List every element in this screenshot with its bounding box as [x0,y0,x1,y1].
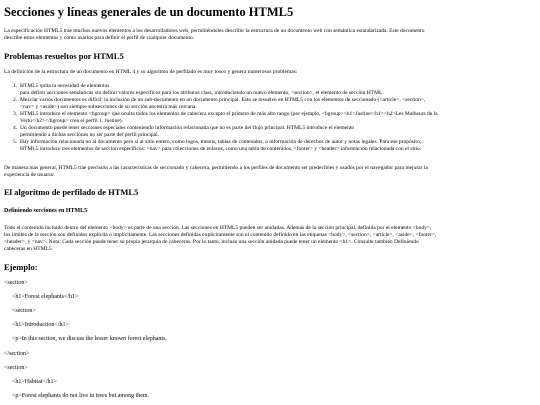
example-heading: Ejemplo: [4,262,38,272]
list-item-line: HTML5 quita la necesidad de elementos [20,83,110,89]
problems-heading: Problemas resueltos por HTML5 [4,51,124,61]
algorithm-line: Todo el contenido incluido dentro del elemento <body> es parte de una sección. Las secciones en HTML5 pueden ser anidadas. Además de la sección principal, definida por el elemento <body>, [4,225,432,231]
list-item-line: HTML5 introduce el elemento <hgroup> que oculta todos los elementos de cabecera excepto el primero de más alto rango (por ejemplo, <hgroup><h1>Justine</h1><h2>Les Malheurs de la [20,111,438,117]
list-item-number: 3. [13,111,18,117]
page-title: Secciones y líneas generales de un documento HTML5 [4,5,294,19]
algorithm-body [4,225,536,253]
list-item [4,125,536,139]
code-line: </section> [4,351,30,357]
code-line: <h1>Introduction</h1> [12,322,69,328]
code-line: <section> [12,308,36,314]
algorithm-heading: El algoritmo de perfilado de HTML5 [4,187,139,197]
code-line: <p>Forest elephants do not live in trees but among them. [12,393,150,399]
list-item [4,97,536,111]
algorithm-line: <header>, y <nav>. Nota: Cada sección puede tener su propia jerarquía de cabeceras. Por lo tanto, incluso una sección anidada puede tener un elemento <h1>. Consulte también Definiendo [4,239,419,245]
list-item-number: 4. [13,125,18,131]
list-item [4,83,536,97]
list-item-line: <nav> y <aside>) son siempre subsecciones de su sección ancestra más cercana. [20,104,197,110]
intro-line: describe estos elementos y cómo usarlos para definir el perfil de cualquier documento. [4,35,195,41]
code-line: <p>In this section, we discuss the lesser known forest elephants. [12,336,167,342]
algorithm-line: cabeceras en HTML5. [4,246,54,252]
list-item-line: Un documento puede tener secciones especiales conteniendo información relacionada que no es parte del flujo principal. HTML5 introduce el elemento [20,125,355,131]
list-item-number: 1. [13,83,18,89]
list-item-number: 2. [13,97,18,103]
list-item-line: Hay información relacionada no al documento pero sí al sitio entero, como logos, menús, tablas de contenidos, o información de derechos de autor y notas legales. Para ese propósito, [20,139,422,145]
list-item-line: para definir secciones semánticas sin definir valores específicos para los atributos class, introduciendo un nuevo elemento, <section>, el elemento de sección HTML. [20,90,384,96]
code-line: <section> [4,280,28,286]
code-line: <h1>Forest elephants</h1> [12,294,79,300]
list-item-line: Vertu</h2></hgroup> crea el perfil 1. Justine). [20,118,123,124]
list-item [4,111,536,125]
problems-closing [4,165,536,179]
code-line: <section> [4,365,28,371]
problems-list [4,83,536,153]
problems-lead-line: La definición de la estructura de un documento en HTML 4 y su algoritmo de perfilado es muy tosco y genera numerosos problemas: [4,69,298,75]
list-item-number: 5. [13,139,18,145]
list-item-line: Mezclar varios documentos es difícil: la inclusión de un sub-documento en un documento principal. Esto se resuelve en HTML5 con los elementos de seccionado (<article>, <section>, [20,97,426,103]
intro-paragraph [4,28,536,42]
algorithm-line: los límites de la sección son definidos explícita o implícitamente. Las secciones definidas explícitamente son el contenido definido en las etiquetas <body>, <section>, <article>, <aside>, <footer>, [4,232,437,238]
closing-line: experiencia de usuario. [4,172,55,178]
algorithm-subheading: Definiendo secciones en HTML5 [4,208,88,214]
closing-line: De manera más general, HTML5 trae precisión a las características de seccionado y cabecera, permitiendo a los perfiles de documento ser predecibles y usados por el navegador para mejorar la [4,165,428,171]
list-item [4,139,536,153]
list-item-line: permitiendo a dichas secciones no ser parte del perfil principal. [20,132,159,138]
problems-lead [4,69,536,76]
list-item-line: HTML5 introduce tres elementos de sección específicos: <nav> para colecciones de enlaces, como una tabla de contenidos, <footer> y <header> información relacionada con el sitio. [20,146,422,152]
code-line: <h1>Habitat</h1> [12,379,57,385]
intro-line: La especificación HTML5 trae muchos nuevos elementos a los desarrolladores web, permitiéndoles describir la estructura de un documento web con semántica estandarizada. Este documento [4,28,425,34]
